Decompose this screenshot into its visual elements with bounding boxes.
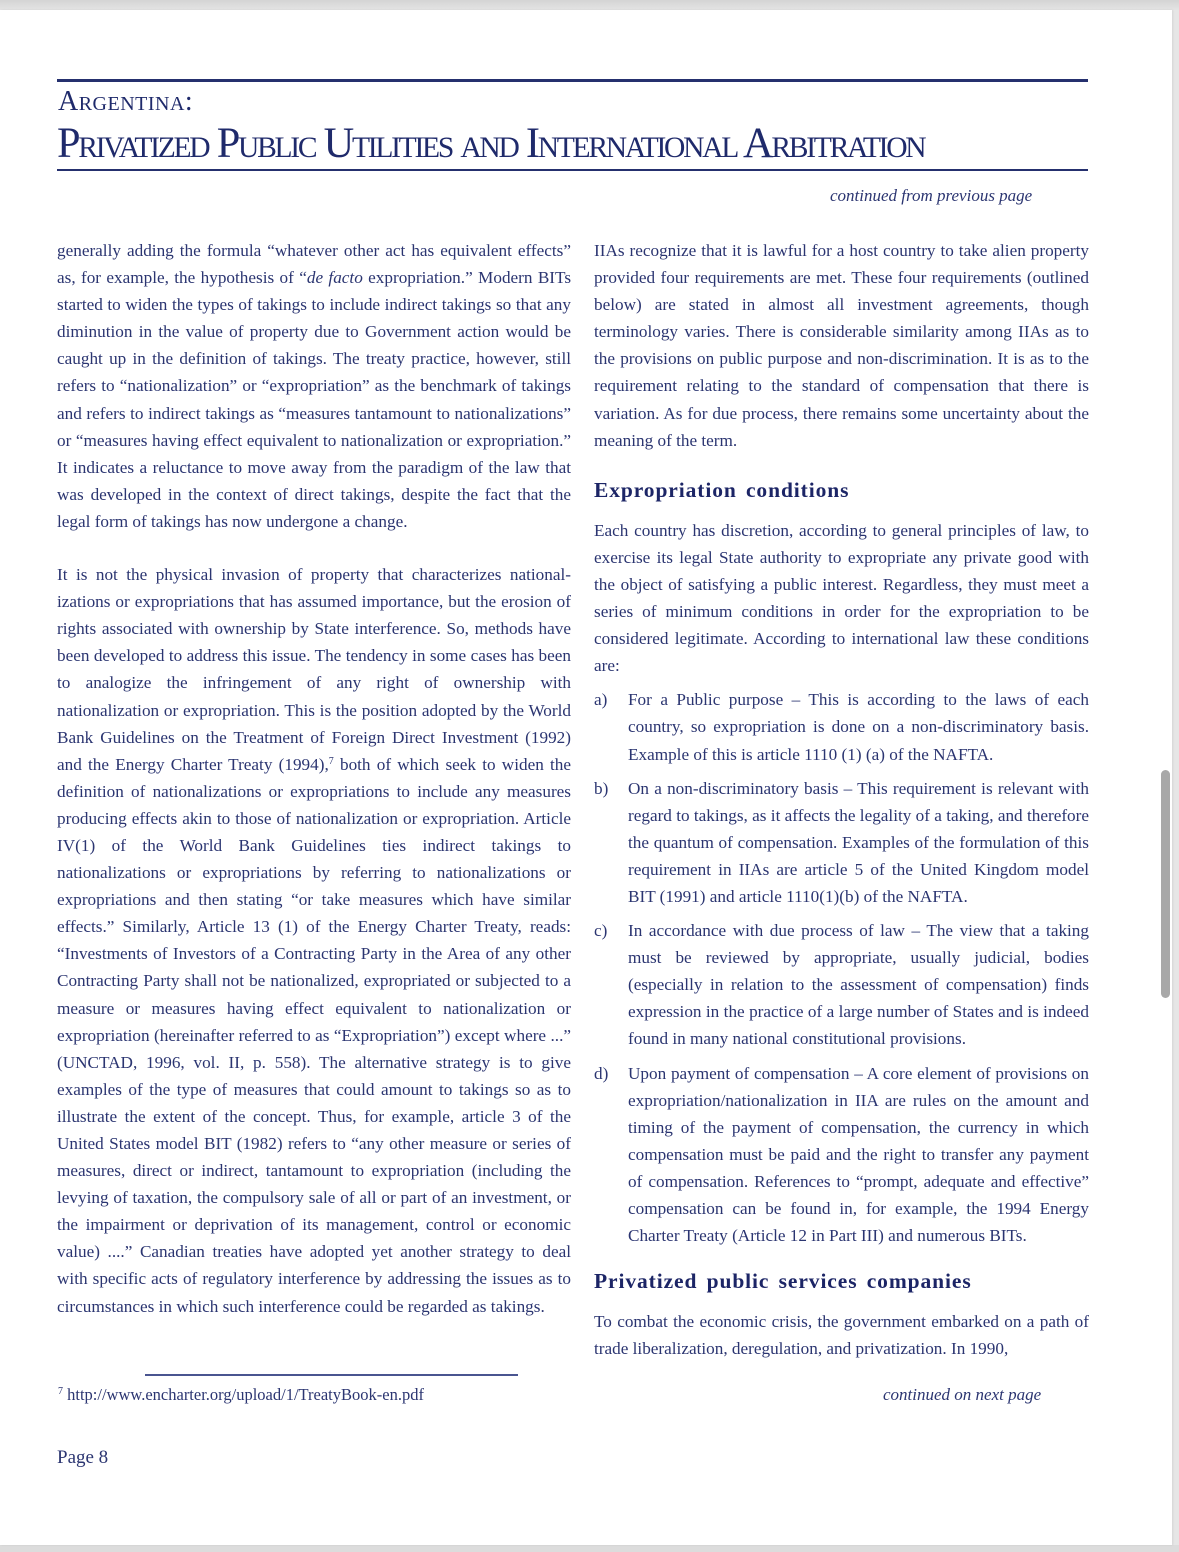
list-text: In accordance with due process of law – The view that a taking must be reviewed by appropriate, usually judicial, bodies (especially in relation to the assessment of compensation) finds expression in the practice of a large number of States and is indeed found in many national constitutional provisions. (628, 921, 1089, 1049)
italic-term: de facto (306, 268, 363, 288)
header-bottom-rule (57, 169, 1088, 171)
condition-item-c (594, 917, 1089, 1052)
continued-from-previous-page: continued from previous page (830, 186, 1033, 205)
list-marker: b) (594, 778, 609, 798)
paragraph-expropriation-conditions: Each country has discretion, according to general principles of law, to exercise its legal State authority to expropriate any private good with the object of satisfying a public interest. Regardless, they must meet a series of minimum conditions in order for the expropriation to be considered legitimate. According to international law these conditions are: (594, 520, 1089, 676)
text-run: both of which seek to widen the definition of nationalizations or expropriations to include any measures producing effects akin to those of nationalization or expropriation. Article IV(1) of the World Bank Guidelines ties indirect takings to nationalizations or expropriations by referring to nationalizations or expropriations and then stating “or take measures which have similar effects.” Similarly, Article 13 (1) of the Energy Charter Treaty, reads: “Investments of Investors of a Contracting Party in the Area of any other Contracting Party shall not be nationalized, expropriated or subjected to a measure or measures having effect equivalent to nationalization or expropriation (hereinafter referred to as “Expropriation”) except where ...” (UNCTAD, 1996, vol. II, p. 558). The alternative strategy is to give examples of the type of measures that could amount to takings so as to illustrate the extent of the concept. Thus, for example, article 3 of the United States model BIT (1982) refers to “any other measure or series of measures, direct or indirect, tantamount to expropriation (including the levying of taxation, the compulsory sale of all or part of an investment, or the impairment or deprivation of its management, control or economic value) ....” Canadian treaties have adopted yet another strategy to deal with specific acts of regulatory interference by addressing the issues as to circumstances in which such interference could be regarded as takings. (57, 754, 571, 1316)
list-marker: c) (594, 921, 608, 941)
text-run: expropriation.” Modern BITs started to widen the types of takings to include indirect takings so that any diminution in the value of property due to Government action would be caught up in the definition of takings. The treaty practice, however, still refers to “nationalization” or “expropriation” as the benchmark of takings and refers to indirect takings as “measures tantamount to nationalizations” or “measures having effect equivalent to nationalization or expropriation.” It indicates a reluctance to move away from the paradigm of the law that was developed in the context of direct takings, despite the fact that the legal form of takings has now undergone a change. (57, 268, 572, 531)
paragraph-iia-requirements: IIAs recognize that it is lawful for a host country to take alien property provided four requirements are met. These four requirements (outlined below) are stated in almost all investment agreements, though terminology varies. There is considerable similarity among IIAs as to the provisions on public purpose and non-discrimination. It is as to the requirement relating to the standard of compensation that there is variation. As for due process, there remains some uncertainty about the meaning of the term. (594, 241, 1089, 450)
text-run: generally adding the formula “whatever other act has equivalent effects” as, for example, the hypothesis of “ (57, 241, 571, 288)
footnote-reference-link[interactable]: 7 (328, 755, 334, 767)
header-title-main: Privatized Public Utilities and International Arbitration (57, 120, 925, 167)
paragraph-erosion-of-rights (57, 561, 571, 1320)
list-text: On a non-discriminatory basis – This requirement is relevant with regard to takings, as it affects the legality of a taking, and therefore the quantum of compensation. Examples of the formulation of this requirement in IIAs are article 5 of the United Kingdom model BIT (1991) and article 1110(1)(b) of the NAFTA. (628, 778, 1089, 906)
footnote-number: 7 (58, 1386, 63, 1397)
section-heading-privatized-services: Privatized public services companies (594, 1269, 972, 1294)
viewer-bottom-bar (0, 1545, 1179, 1552)
list-marker: d) (594, 1063, 609, 1083)
list-marker: a) (594, 690, 608, 710)
header-top-rule (57, 79, 1088, 82)
page-number: Page 8 (57, 1447, 109, 1468)
list-text: Upon payment of compensation – A core element of provisions on expropriation/nationalization in IIA are rules on the amount and timing of the payment of compensation, the currency in which compensation must be paid and the right to transfer any payment of compensation. References to “prompt, adequate and effective” compensation can be found in, for example, the 1994 Energy Charter Treaty (Article 12 in Part III) and numerous BITs. (628, 1063, 1089, 1246)
paragraph-takings-definition (57, 237, 571, 535)
condition-item-a (594, 686, 1089, 767)
right-column (594, 237, 1089, 1362)
viewer-right-gutter (1172, 10, 1179, 1552)
footnote-separator (145, 1374, 518, 1376)
text-run: It is not the physical invasion of property that characterizes national-izations or expropriations that has assumed importance, but the erosion of rights associated with ownership by State interference. So, methods have been developed to address this issue. The tendency in some cases has been to analogize the infringement of any right of ownership with nationalization or expropriation. This is the position adopted by the World Bank Guidelines on the Treatment of Foreign Direct Investment (1992) and the Energy Charter Treaty (1994), (57, 565, 571, 774)
paragraph-privatized-services: To combat the economic crisis, the government embarked on a path of trade liberalization, deregulation, and privatization. In 1990, (594, 1312, 1089, 1359)
footnote (58, 1384, 424, 1406)
condition-item-b (594, 775, 1089, 910)
header-title-country: Argentina: (58, 86, 194, 117)
list-text: For a Public purpose – This is according to the laws of each country, so expropriation is done on a non-discriminatory basis. Example of this is article 1110 (1) (a) of the NAFTA. (628, 690, 1089, 764)
condition-item-d (594, 1060, 1089, 1250)
viewer-top-bar (0, 0, 1179, 10)
section-heading-expropriation-conditions: Expropriation conditions (594, 477, 850, 502)
vertical-scrollbar-thumb[interactable] (1161, 770, 1170, 998)
footnote-url-link[interactable]: http://www.encharter.org/upload/1/TreatyBook-en.pdf (63, 1385, 424, 1404)
continued-on-next-page: continued on next page (883, 1385, 1042, 1404)
left-column (57, 237, 571, 1320)
